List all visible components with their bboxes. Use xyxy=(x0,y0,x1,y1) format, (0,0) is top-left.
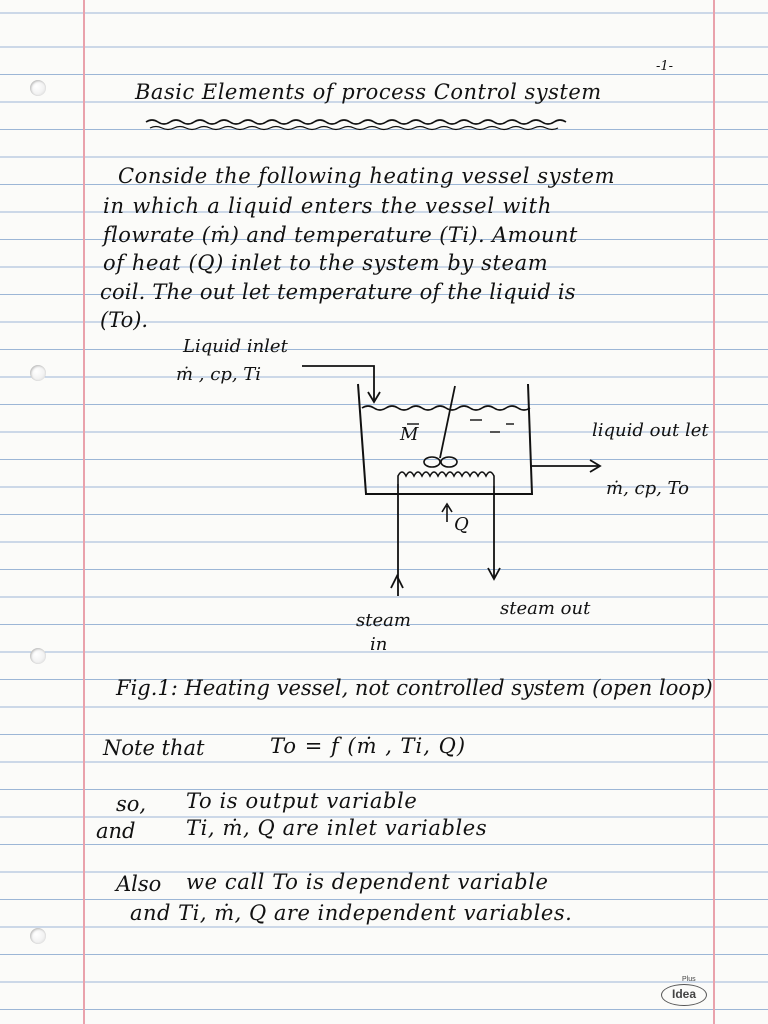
so-prefix: so, xyxy=(116,792,147,816)
steam-coil xyxy=(398,472,494,486)
page-number: -1- xyxy=(656,59,674,74)
also-prefix: Also xyxy=(116,872,162,896)
note-prefix: Note that xyxy=(103,736,205,760)
steam-in-label-2: in xyxy=(370,634,388,655)
stirrer-blade-right xyxy=(441,457,457,467)
outlet-variables: ṁ, cp, To xyxy=(606,478,690,499)
intro-line-3: flowrate (ṁ) and temperature (Ti). Amount xyxy=(103,223,578,247)
inlet-variables: ṁ , cp, Ti xyxy=(176,364,262,385)
inlet-label: Liquid inlet xyxy=(183,336,288,357)
intro-line-5: coil. The out let temperature of the liquid is xyxy=(100,280,576,304)
so-text: To is output variable xyxy=(186,789,418,813)
figure-caption: Fig.1: Heating vessel, not controlled system (open loop) xyxy=(116,676,713,700)
heat-arrow xyxy=(442,504,452,522)
stirrer-shaft xyxy=(440,386,455,458)
inlet-pipe xyxy=(302,366,374,400)
intro-line-1: Conside the following heating vessel system xyxy=(118,164,616,188)
watermark-logo xyxy=(661,976,707,1006)
vessel-wall xyxy=(358,384,532,494)
note-equation: To = f (ṁ , Ti, Q) xyxy=(270,734,467,758)
title-underline-2 xyxy=(150,127,558,130)
watermark-text: Idea xyxy=(671,987,696,1001)
heat-label: Q xyxy=(454,514,469,535)
mass-label: M xyxy=(400,424,419,445)
steam-in-arrowhead xyxy=(391,576,403,588)
and-prefix: and xyxy=(96,819,136,843)
intro-line-2: in which a liquid enters the vessel with xyxy=(103,194,553,218)
outlet-label: liquid out let xyxy=(592,420,709,441)
and2-text: and Ti, ṁ, Q are independent variables. xyxy=(130,901,573,925)
watermark-small: Plus xyxy=(682,976,696,983)
title-underline xyxy=(146,120,566,124)
steam-out-label: steam out xyxy=(500,598,591,619)
and-text: Ti, ṁ, Q are inlet variables xyxy=(186,816,488,840)
page-title: Basic Elements of process Control system xyxy=(135,80,602,104)
intro-line-4: of heat (Q) inlet to the system by steam xyxy=(103,251,549,275)
intro-line-6: (To). xyxy=(100,308,149,332)
liquid-surface xyxy=(362,406,530,410)
stirrer-blade-left xyxy=(424,457,440,467)
also-text: we call To is dependent variable xyxy=(186,870,549,894)
steam-in-label-1: steam xyxy=(356,610,411,631)
